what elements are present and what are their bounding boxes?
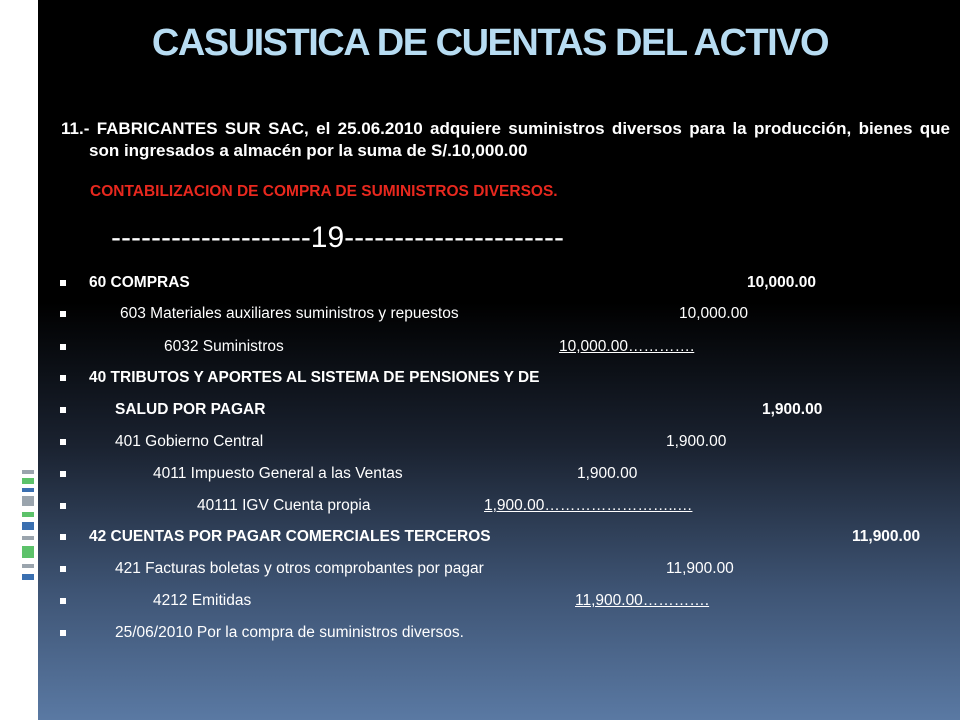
journal-entry (60, 399, 960, 421)
account-name: 603 Materiales auxiliares suministros y repuestos (120, 305, 459, 322)
bullet-icon (60, 471, 66, 477)
account-name: 40 TRIBUTOS Y APORTES AL SISTEMA DE PENSIONES Y DE (89, 369, 540, 386)
account-amount: 11,900.00 (666, 560, 734, 577)
journal-entry (60, 558, 960, 580)
case-statement-text: 11.- FABRICANTES SUR SAC, el 25.06.2010 adquiere suministros diversos para la producción, bienes que son ingresados a almacén por la suma de S/.10,000.00 (61, 119, 950, 160)
journal-separator: --------------------19---------------------- (111, 221, 564, 254)
account-amount: 1,900.00 (577, 465, 638, 482)
account-amount: 1,900.00……………………..… (484, 497, 693, 514)
journal-entry (60, 622, 960, 644)
account-amount: 1,900.00 (762, 401, 823, 418)
account-amount: 10,000.00…………. (559, 338, 695, 355)
bullet-icon (60, 598, 66, 604)
entry-subtitle: CONTABILIZACION DE COMPRA DE SUMINISTROS DIVERSOS. (90, 183, 558, 200)
journal-entry (60, 495, 960, 517)
account-name: 421 Facturas boletas y otros comprobantes por pagar (115, 560, 484, 577)
journal-entry (60, 272, 960, 294)
bullet-icon (60, 280, 66, 286)
slide-title: CASUISTICA DE CUENTAS DEL ACTIVO (151, 22, 829, 64)
account-amount: 1,900.00 (666, 433, 727, 450)
bullet-icon (60, 407, 66, 413)
bullet-icon (60, 375, 66, 381)
account-name: 40111 IGV Cuenta propia (197, 497, 371, 514)
bullet-icon (60, 439, 66, 445)
journal-entry (60, 367, 960, 389)
account-name: 4212 Emitidas (153, 592, 252, 609)
bullet-icon (60, 503, 66, 509)
case-statement (61, 118, 950, 162)
account-name: SALUD POR PAGAR (115, 401, 266, 418)
journal-entry (60, 336, 960, 358)
bullet-icon (60, 534, 66, 540)
bullet-icon (60, 566, 66, 572)
account-amount: 10,000.00 (747, 274, 816, 291)
bullet-icon (60, 344, 66, 350)
journal-entry (60, 590, 960, 612)
account-name: 6032 Suministros (164, 338, 284, 355)
account-amount: 11,900.00 (852, 528, 921, 545)
bullet-icon (60, 311, 66, 317)
account-name: 4011 Impuesto General a las Ventas (153, 465, 403, 482)
account-amount: 10,000.00 (679, 305, 748, 322)
decorative-blocks (18, 470, 38, 580)
slide-side-bar (0, 0, 38, 720)
journal-entry (60, 463, 960, 485)
bullet-icon (60, 630, 66, 636)
account-name: 60 COMPRAS (89, 274, 190, 291)
entry-gloss: 25/06/2010 Por la compra de suministros diversos. (115, 624, 464, 641)
journal-entry (60, 303, 960, 325)
account-name: 401 Gobierno Central (115, 433, 264, 450)
account-name: 42 CUENTAS POR PAGAR COMERCIALES TERCEROS (89, 528, 491, 545)
journal-entry (60, 526, 960, 548)
account-amount: 11,900.00…………. (575, 592, 710, 609)
journal-entry (60, 431, 960, 453)
